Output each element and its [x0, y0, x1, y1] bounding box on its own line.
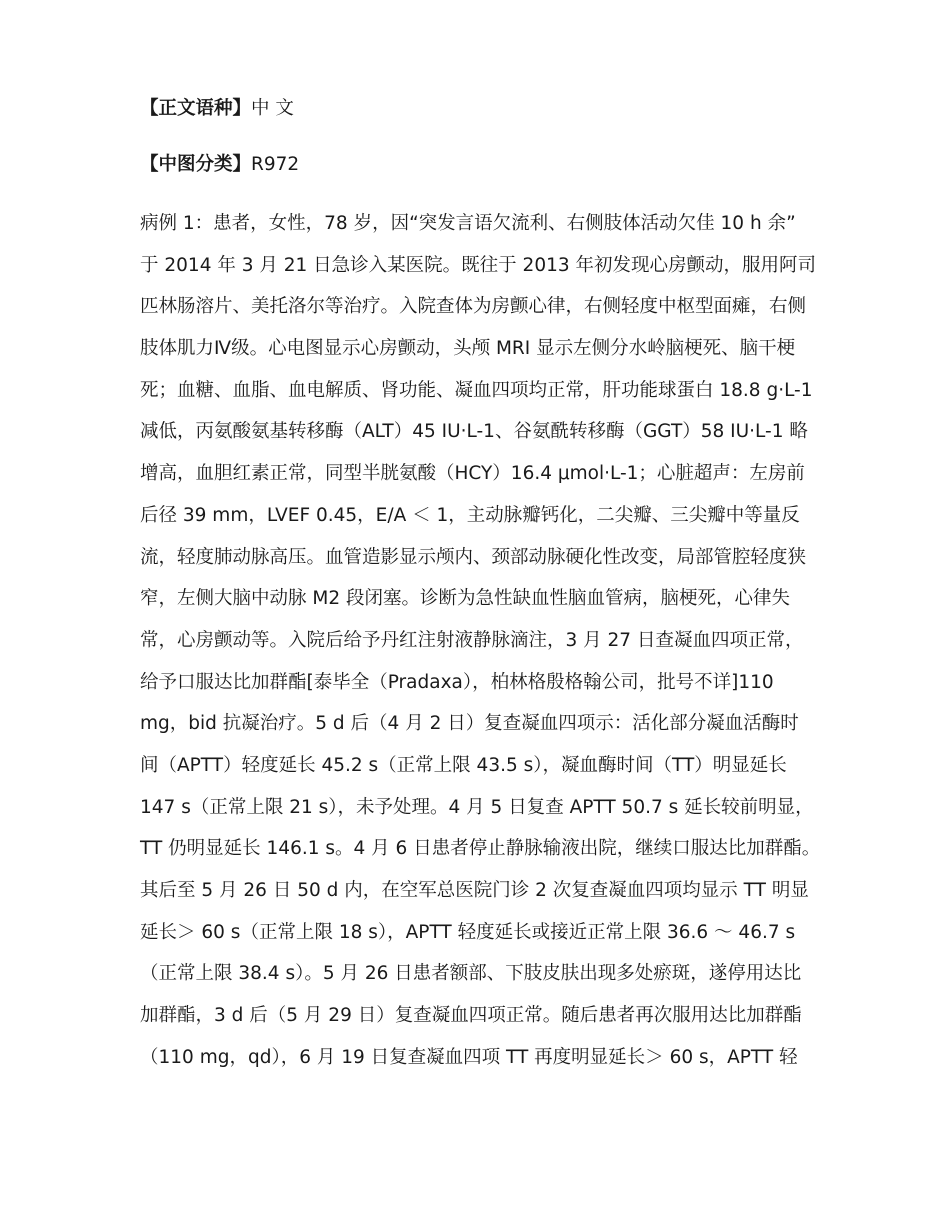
meta-classification — [140, 152, 299, 178]
paragraph-line: 匹林肠溶片、美托洛尔等治疗。入院查体为房颤心律，右侧轻度中枢型面瘫，右侧 — [140, 296, 807, 318]
paragraph-line: 间（APTT）轻度延长 45.2 s（正常上限 43.5 s），凝血酶时间（TT）明显延长 — [140, 754, 787, 776]
paragraph-line: 流，轻度肺动脉高压。血管造影显示颅内、颈部动脉硬化性改变，局部管腔轻度狭 — [140, 546, 807, 568]
paragraph-line: 147 s（正常上限 21 s），未予处理。4 月 5 日复查 APTT 50.7 s 延长较前明显， — [140, 796, 814, 818]
paragraph-line: （正常上限 38.4 s）。5 月 26 日患者额部、下肢皮肤出现多处瘀斑，遂停用达比 — [140, 963, 802, 985]
paragraph-line: 给予口服达比加群酯[泰毕全（Pradaxa），柏林格殷格翰公司，批号不详]110 — [140, 671, 774, 693]
paragraph-line: 病例 1：患者，女性，78 岁，因“突发言语欠流利、右侧肢体活动欠佳 10 h 余” — [140, 213, 796, 234]
paragraph-line: 死；血糖、血脂、血电解质、肾功能、凝血四项均正常，肝功能球蛋白 18.8 g·L-1 — [140, 379, 813, 401]
paragraph-line: 肢体肌力Ⅳ级。心电图显示心房颤动，头颅 MRI 显示左侧分水岭脑梗死、脑干梗 — [140, 338, 796, 360]
meta-classification-value: R972 — [251, 154, 300, 175]
paragraph-line: 减低，丙氨酸氨基转移酶（ALT）45 IU·L-1、谷氨酰转移酶（GGT）58 IU·L-1 略 — [140, 421, 808, 443]
paragraph-line: （110 mg，qd），6 月 19 日复查凝血四项 TT 再度明显延长＞ 60 s，APTT 轻 — [140, 1046, 798, 1068]
paragraph-line: 常，心房颤动等。入院后给予丹红注射液静脉滴注，3 月 27 日查凝血四项正常， — [140, 629, 804, 651]
meta-language — [140, 96, 294, 122]
paragraph-line: 后径 39 mm，LVEF 0.45，E/A ＜ 1，主动脉瓣钙化，二尖瓣、三尖瓣中等量反 — [140, 504, 800, 526]
meta-language-value: 中 文 — [251, 98, 294, 119]
paragraph-line: 加群酯，3 d 后（5 月 29 日）复查凝血四项正常。随后患者再次服用达比加群酯 — [140, 1005, 802, 1027]
paragraph-line: 于 2014 年 3 月 21 日急诊入某医院。既往于 2013 年初发现心房颤动，服用阿司 — [140, 254, 817, 276]
meta-language-label: 【正文语种】 — [140, 98, 252, 119]
paragraph-line: 窄，左侧大脑中动脉 M2 段闭塞。诊断为急性缺血性脑血管病，脑梗死，心律失 — [140, 588, 790, 610]
paragraph-line: 其后至 5 月 26 日 50 d 内，在空军总医院门诊 2 次复查凝血四项均显示 TT 明显 — [140, 880, 809, 901]
case-report-paragraph — [140, 206, 820, 1081]
paragraph-line: 延长＞ 60 s（正常上限 18 s），APTT 轻度延长或接近正常上限 36.6 ～ 46.7 s — [140, 921, 796, 943]
paragraph-line: 增高，血胆红素正常，同型半胱氨酸（HCY）16.4 μmol·L-1；心脏超声：左房前 — [140, 463, 805, 485]
paragraph-line: TT 仍明显延长 146.1 s。4 月 6 日患者停止静脉输液出院，继续口服达比加群酯。 — [140, 838, 821, 860]
paragraph-line: mg，bid 抗凝治疗。5 d 后（4 月 2 日）复查凝血四项示：活化部分凝血活酶时 — [140, 713, 799, 735]
meta-classification-label: 【中图分类】 — [140, 154, 252, 175]
